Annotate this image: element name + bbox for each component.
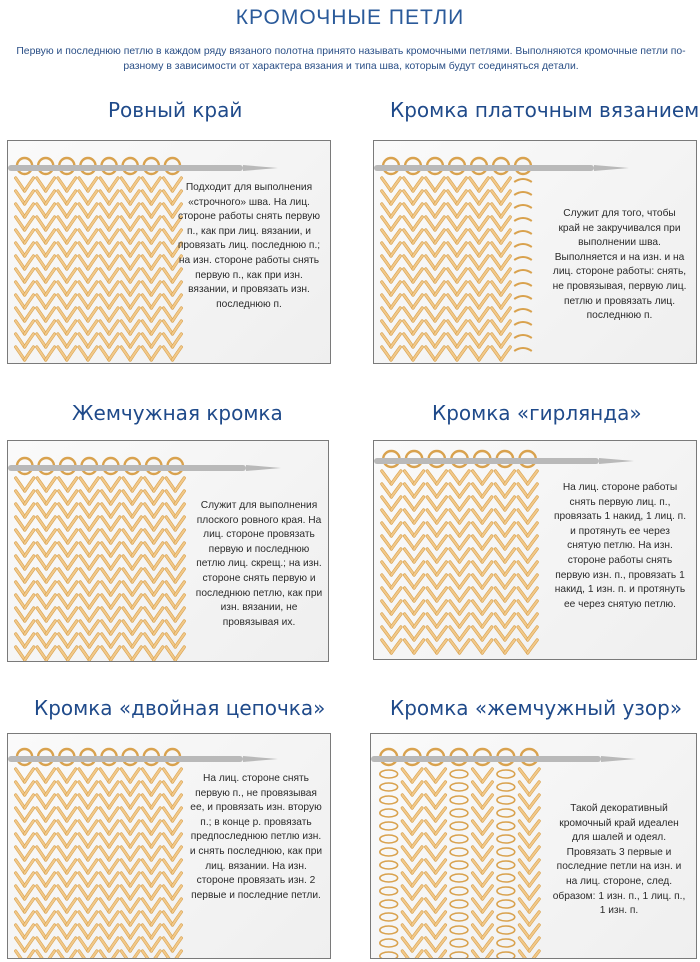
panel-6 (370, 733, 697, 959)
intro-text: Первую и последнюю петлю в каждом ряду вязаного полотна принято называть кромочными петлями. Выполняются кромочные петли по-разному в зависимости от характера вязания и типа шва, которым будут соединяться детали. (16, 46, 686, 72)
page-title: КРОМОЧНЫЕ ПЕТЛИ (235, 6, 465, 29)
description-4: На лиц. стороне работы снять первую лиц. п., провязать 1 накид, 1 лиц. п. и протянуть ее через снятую петлю. На изн. стороне работы снять первую изн. п., провязать 1 накид, 1 изн. п. и протянуть ее через снятую петлю. (553, 482, 687, 610)
section-title-3: Жемчужная кромка (72, 401, 283, 425)
section-title-5: Кромка «двойная цепочка» (34, 696, 326, 720)
section-title-2: Кромка платочным вязанием (390, 98, 700, 122)
panel-2 (373, 140, 697, 364)
panel-3 (7, 440, 329, 662)
panel-1 (7, 140, 331, 364)
section-title-6: Кромка «жемчужный узор» (390, 696, 683, 720)
description-5: На лиц. стороне снять первую п., не провязывая ее, и провязать изн. вторую п.; в конце р. провязать предпоследнюю петлю изн. и снять последнюю, как при лиц. вязании. На изн. стороне провязать изн. 2 первые и последние петли. (189, 773, 323, 901)
description-6: Такой декоративный кромочный край идеален для шалей и одеял. Провязать 3 первые и последние петли на изн. и на лиц. стороне, след. образом: 1 изн. п., 1 лиц. п., 1 изн. п. (552, 803, 686, 917)
description-2: Служит для того, чтобы край не закручивался при выполнении шва. Выполняется и на изн. и на лиц. стороне работы: снять, не провязывая, первую лиц. петлю и провязать лиц. последнюю п. (552, 208, 687, 322)
panel-5 (7, 733, 331, 959)
section-title-1: Ровный край (108, 98, 243, 122)
section-title-4: Кромка «гирлянда» (432, 401, 642, 425)
panel-4 (373, 440, 697, 660)
description-3: Служит для выполнения плоского ровного края. На лиц. стороне провязать первую и последнюю петлю лиц. скрещ.; на изн. стороне снять первую и последнюю петлю, как при изн. вязании, не провязывая их. (195, 500, 323, 628)
description-1: Подходит для выполнения «строчного» шва. На лиц. стороне работы снять первую п., как при лиц. вязании, и провязать лиц. последнюю п.; на изн. стороне работы снять первую п., как при изн. вязании, и провязать изн. последнюю п. (177, 182, 321, 310)
